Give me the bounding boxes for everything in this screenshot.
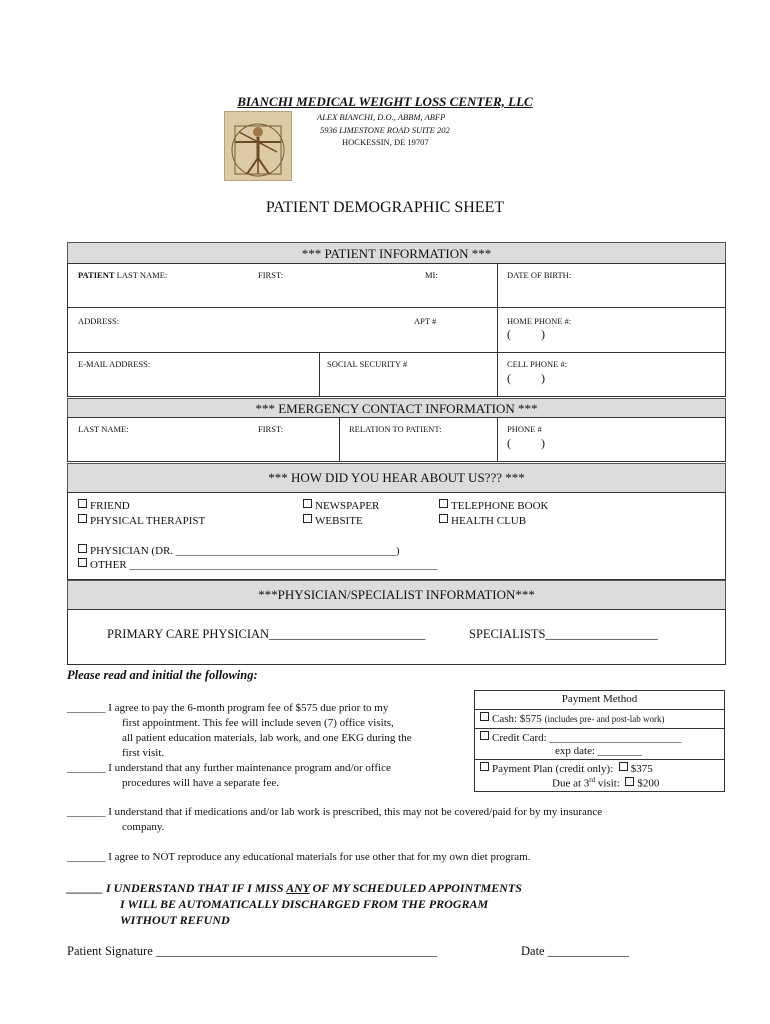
emergency-heading: *** EMERGENCY CONTACT INFORMATION *** xyxy=(67,398,726,418)
page-title: PATIENT DEMOGRAPHIC SHEET xyxy=(265,199,505,216)
option-telephone-book[interactable]: TELEPHONE BOOK xyxy=(439,499,548,512)
checkbox-icon xyxy=(439,514,448,523)
vitruvian-man-logo xyxy=(224,111,292,181)
missed-appointments-line-3: WITHOUT REFUND xyxy=(120,913,230,927)
payment-credit-option[interactable]: Credit Card: ________________________ xyxy=(480,731,681,744)
email-label[interactable]: E-MAIL ADDRESS: xyxy=(78,359,151,369)
apt-label[interactable]: APT # xyxy=(414,316,437,326)
option-other[interactable]: OTHER ________________________________________________________ xyxy=(78,558,437,571)
patient-info-heading: *** PATIENT INFORMATION *** xyxy=(67,242,726,264)
emergency-phone-label[interactable]: PHONE # xyxy=(507,424,542,434)
checkbox-icon xyxy=(439,499,448,508)
checkbox-icon xyxy=(480,712,489,721)
signature-date-field[interactable]: Date _____________ xyxy=(521,944,629,958)
primary-care-field[interactable]: PRIMARY CARE PHYSICIAN_________________________ xyxy=(107,627,426,641)
option-health-club[interactable]: HEALTH CLUB xyxy=(439,514,526,527)
option-newspaper[interactable]: NEWSPAPER xyxy=(303,499,379,512)
option-physical-therapist[interactable]: PHYSICAL THERAPIST xyxy=(78,514,205,527)
center-name: BIANCHI MEDICAL WEIGHT LOSS CENTER, LLC xyxy=(237,94,533,109)
insurance-agreement-line-1[interactable]: _______ I understand that if medications and/or lab work is prescribed, this may not be covered/paid for by my insurance xyxy=(67,806,603,818)
payment-method-heading: Payment Method xyxy=(561,693,638,705)
street-address: 5936 LIMESTONE ROAD SUITE 202 xyxy=(320,125,450,135)
cell-phone-parens: ( ) xyxy=(507,371,545,385)
payment-plan-option[interactable]: Payment Plan (credit only): $375 xyxy=(480,762,653,775)
patient-last-name-label[interactable]: PATIENT LAST NAME: xyxy=(78,270,168,280)
credit-exp-date[interactable]: exp date: ________ xyxy=(555,745,642,757)
checkbox-icon xyxy=(78,544,87,553)
cell-phone-label[interactable]: CELL PHONE #: xyxy=(507,359,568,369)
reproduce-agreement[interactable]: _______ I agree to NOT reproduce any educational materials for use other that for my own diet program. xyxy=(67,851,531,863)
maintenance-agreement-line-2: procedures will have a separate fee. xyxy=(122,777,279,789)
relation-label[interactable]: RELATION TO PATIENT: xyxy=(349,424,442,434)
patient-signature-field[interactable]: Patient Signature _____________________________________________ xyxy=(67,944,438,958)
ssn-label[interactable]: SOCIAL SECURITY # xyxy=(327,359,408,369)
patient-first-name-label[interactable]: FIRST: xyxy=(258,270,284,280)
payment-cash-option[interactable]: Cash: $575 (includes pre- and post-lab work) xyxy=(480,712,665,725)
checkbox-icon xyxy=(78,499,87,508)
physician-heading: ***PHYSICIAN/SPECIALIST INFORMATION*** xyxy=(67,580,726,610)
city-address: HOCKESSIN, DE 19707 xyxy=(342,137,429,147)
payment-plan-due[interactable]: Due at 3rd visit: $200 xyxy=(552,776,660,790)
checkbox-icon xyxy=(625,777,634,786)
home-phone-label[interactable]: HOME PHONE #: xyxy=(507,316,572,326)
checkbox-icon xyxy=(480,762,489,771)
agreements-heading: Please read and initial the following: xyxy=(67,668,258,682)
checkbox-icon xyxy=(303,499,312,508)
home-phone-parens: ( ) xyxy=(507,327,545,341)
specialists-field[interactable]: SPECIALISTS__________________ xyxy=(469,627,658,641)
doctor-name: ALEX BIANCHI, D.O., ABBM, ABFP xyxy=(317,112,446,122)
missed-appointments-line-1[interactable]: ______ I UNDERSTAND THAT IF I MISS ANY OF MY SCHEDULED APPOINTMENTS xyxy=(67,881,522,895)
maintenance-agreement-line-1[interactable]: _______ I understand that any further maintenance program and/or office xyxy=(67,762,391,774)
checkbox-icon xyxy=(303,514,312,523)
address-label[interactable]: ADDRESS: xyxy=(78,316,120,326)
checkbox-icon xyxy=(78,514,87,523)
emergency-first-name-label[interactable]: FIRST: xyxy=(258,424,284,434)
insurance-agreement-line-2: company. xyxy=(122,821,165,833)
missed-appointments-line-2: I WILL BE AUTOMATICALLY DISCHARGED FROM THE PROGRAM xyxy=(120,897,489,911)
patient-info-table xyxy=(67,263,726,397)
option-physician[interactable]: PHYSICIAN (DR. ________________________________________) xyxy=(78,544,400,557)
option-website[interactable]: WEBSITE xyxy=(303,514,363,527)
option-friend[interactable]: FRIEND xyxy=(78,499,130,512)
emergency-last-name-label[interactable]: LAST NAME: xyxy=(78,424,129,434)
hear-heading: *** HOW DID YOU HEAR ABOUT US??? *** xyxy=(67,463,726,493)
fee-agreement-line-3: all patient education materials, lab work, and one EKG during the xyxy=(122,732,412,744)
fee-agreement-line-1[interactable]: _______ I agree to pay the 6-month program fee of $575 due prior to my xyxy=(67,702,389,714)
patient-mi-label[interactable]: MI: xyxy=(425,270,438,280)
emergency-phone-parens: ( ) xyxy=(507,436,545,450)
fee-agreement-line-2: first appointment. This fee will include seven (7) office visits, xyxy=(122,717,394,729)
checkbox-icon xyxy=(78,558,87,567)
checkbox-icon xyxy=(480,731,489,740)
fee-agreement-line-4: first visit. xyxy=(122,747,165,759)
dob-label[interactable]: DATE OF BIRTH: xyxy=(507,270,572,280)
checkbox-icon xyxy=(619,762,628,771)
